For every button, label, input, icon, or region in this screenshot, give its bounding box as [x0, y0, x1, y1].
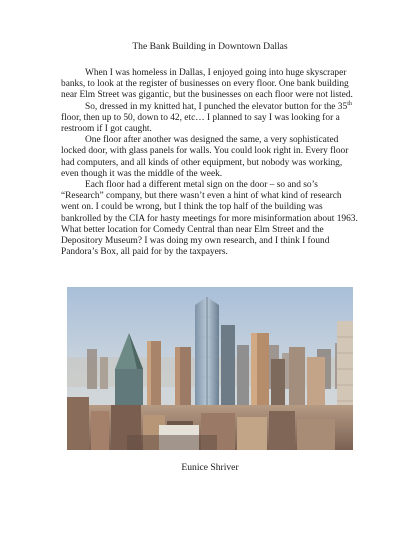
- document-title: The Bank Building in Downtown Dallas: [132, 41, 288, 52]
- ordinal-suffix: th: [347, 100, 352, 107]
- skyline-photo: [67, 287, 353, 450]
- paragraph-4: Each floor had a different metal sign on the door – so and so’s “Research” company, but there wasn’t even a hint of what kind of research went on. I could be wrong, but I think the top half of the building was bankrolled by the CIA for hasty meetings for more misinformation about 1963. What better location for Comedy Central than near Elm Street and the Depository Museum? I was doing my own research, and I think I found Pandora’s Box, all paid for by the taxpayers.: [61, 180, 358, 258]
- paragraph-3: One floor after another was designed the same, a very sophisticated locked door, with glass panels for walls. You could look right in. Every floor had computers, and all kinds of other equipment, but nobody was working, even though it was the middle of the week.: [61, 135, 349, 179]
- signature: Eunice Shriver: [181, 462, 239, 473]
- paragraph-2-start: So, dressed in my knitted hat, I punched the elevator button for the 35: [85, 101, 348, 112]
- paragraph-1: When I was homeless in Dallas, I enjoyed going into huge skyscraper banks, to look at the register of businesses on every floor. One bank building near Elm Street was gigantic, but the businesses on each floor were not listed.: [61, 68, 353, 101]
- tower-left-center: [147, 341, 161, 411]
- paragraph-2-end: floor, then up to 50, down to 42, etc… I planned to say I was looking for a restroom if I got caught.: [61, 112, 340, 135]
- document-body: [61, 68, 361, 258]
- paragraph-2: [61, 102, 361, 136]
- skyline-illustration: [67, 287, 353, 450]
